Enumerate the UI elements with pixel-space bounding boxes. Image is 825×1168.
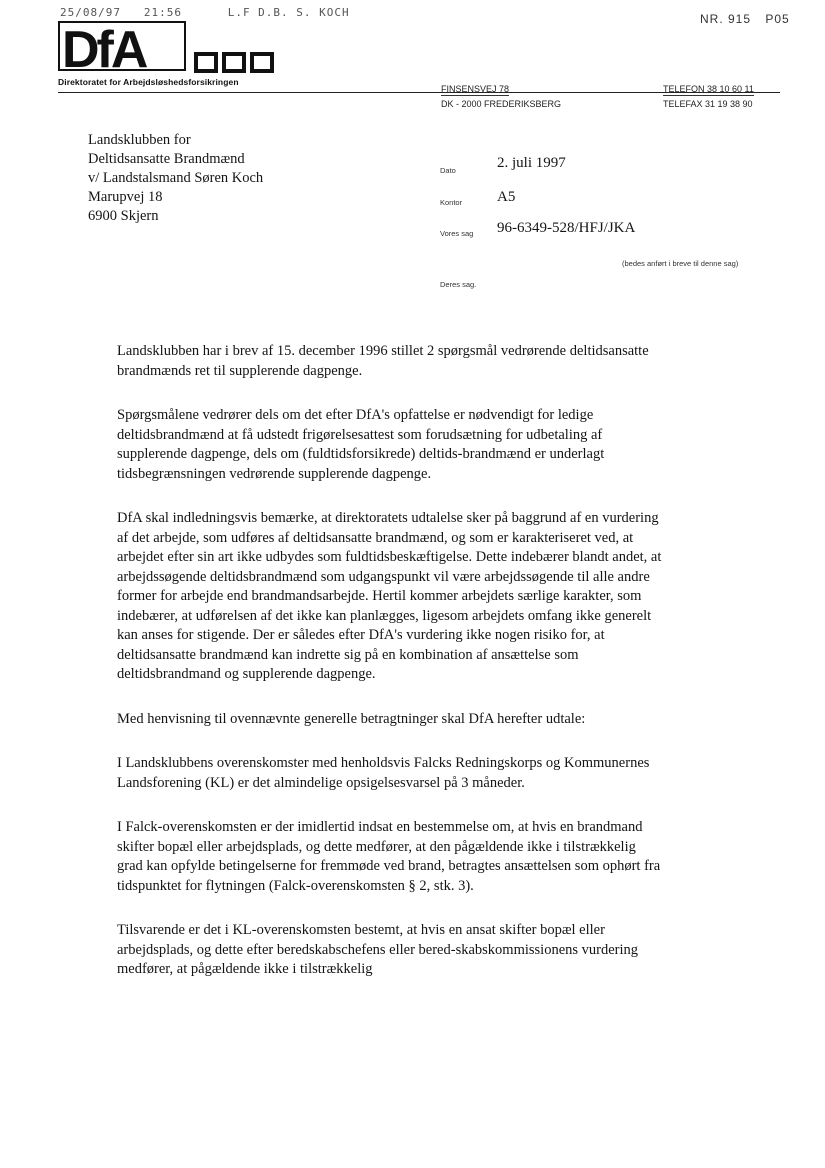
logo-subtitle: Direktoratet for Arbejdsløshedsforsikringen <box>58 77 239 87</box>
sender-city: DK - 2000 FREDERIKSBERG <box>441 99 562 109</box>
sender-address <box>441 82 561 112</box>
letter-body <box>117 342 662 1005</box>
body-paragraph: I Falck-overenskomsten er der imidlertid indsat en bestemmelse om, at hvis en brandmand skifter bopæl eller arbejdsplads, og dette medfører, at den pågældende ikke i tilstrækkelig grad kan opfylde betingelserne for fremmøde ved brand, betragtes ansættelsen som ophørt fra tidspunktet for flytningen (Falck-overenskomsten § 2, stk. 3). <box>117 819 661 894</box>
body-paragraph: Spørgsmålene vedrører dels om det efter DfA's opfattelse er nødvendigt for ledige deltidsbrandmænd at få udstedt frigørelsesattest som forudsætning for udbetaling af supplerende dagpenge, dels om (fuldtidsforsikrede) deltids-brandmænd er underlagt tidsbegrænsningen vedrørende supplerende dagpenge. <box>117 407 605 482</box>
date-label: Dato <box>440 166 456 175</box>
reference-note: (bedes anført i breve til denne sag) <box>622 259 739 268</box>
body-paragraph: DfA skal indledningsvis bemærke, at direktoratets udtalelse sker på baggrund af en vurdering af det arbejde, som udføres af deltidsansatte brandmænd, og som er karakteriseret ved, at arbejdet efter sin art ikke udbydes som fuldtidsbeskæftigelse. Dette indebærer blandt andet, at arbejdssøgende deltidsbrandmænd som udgangspunkt vil være arbejdssøgende til alle andre former for arbejde end brandmandsarbejde. Hertil kommer arbejdets særlige karakter, som indebærer, at udførelsen af det ikke kan planlægges, ligesom arbejdets omfang ikke generelt kan anses for stigende. Der er således efter DfA's vurdering ikke nogen risiko for, at deltidsansatte brandmænd kan indrette sig på en kombination af ansættelse som deltidsbrandmand og supplerende dagpenge. <box>117 510 662 682</box>
fax-transmission-line: 25/08/97 21:56 L.F D.B. S. KOCH <box>60 6 350 19</box>
fax-number: NR. 915 <box>700 12 752 26</box>
fax-page-info <box>700 12 790 26</box>
sender-fax: TELEFAX 31 19 38 90 <box>663 99 753 109</box>
body-paragraph: Landsklubben har i brev af 15. december 1996 stillet 2 spørgsmål vedrørende deltidsansatte brandmænds ret til supplerende dagpenge. <box>117 343 649 379</box>
fax-page: P05 <box>765 12 790 26</box>
sender-contact <box>663 82 754 112</box>
body-paragraph: Med henvisning til ovennævnte generelle betragtninger skal DfA herefter udtale: <box>117 710 586 727</box>
recipient-line: Deltidsansatte Brandmænd <box>88 151 245 167</box>
recipient-line: v/ Landstalsmand Søren Koch <box>88 170 264 186</box>
sender-street: FINSENSVEJ 78 <box>441 84 510 94</box>
office-label: Kontor <box>440 198 463 207</box>
body-paragraph: I Landsklubbens overenskomster med henholdsvis Falcks Redningskorps og Kommunernes Landsforening (KL) er det almindelige opsigelsesvarsel på 3 måneder. <box>117 755 650 791</box>
reference-number: 96-6349-528/HFJ/JKA <box>497 220 636 236</box>
letter-date: 2. juli 1997 <box>497 155 566 171</box>
recipient-address <box>88 131 263 226</box>
recipient-line: 6900 Skjern <box>88 208 159 224</box>
logo-letters: DfA <box>62 21 146 78</box>
reference-label: Vores sag <box>440 229 474 238</box>
dfa-logo-mark <box>58 18 280 78</box>
recipient-line: Landsklubben for <box>88 132 191 148</box>
your-reference-label: Deres sag. <box>440 280 477 289</box>
recipient-line: Marupvej 18 <box>88 189 163 205</box>
office-code: A5 <box>497 189 516 205</box>
sender-phone: TELEFON 38 10 60 11 <box>663 84 754 94</box>
body-paragraph: Tilsvarende er det i KL-overenskomsten bestemt, at hvis en ansat skifter bopæl eller arbejdsplads, og dette efter beredskabschefens eller bered-skabskommissionens vurdering medfører, at pågældende ikke i tilstrækkelig <box>117 922 639 977</box>
dfa-logo <box>58 18 280 78</box>
